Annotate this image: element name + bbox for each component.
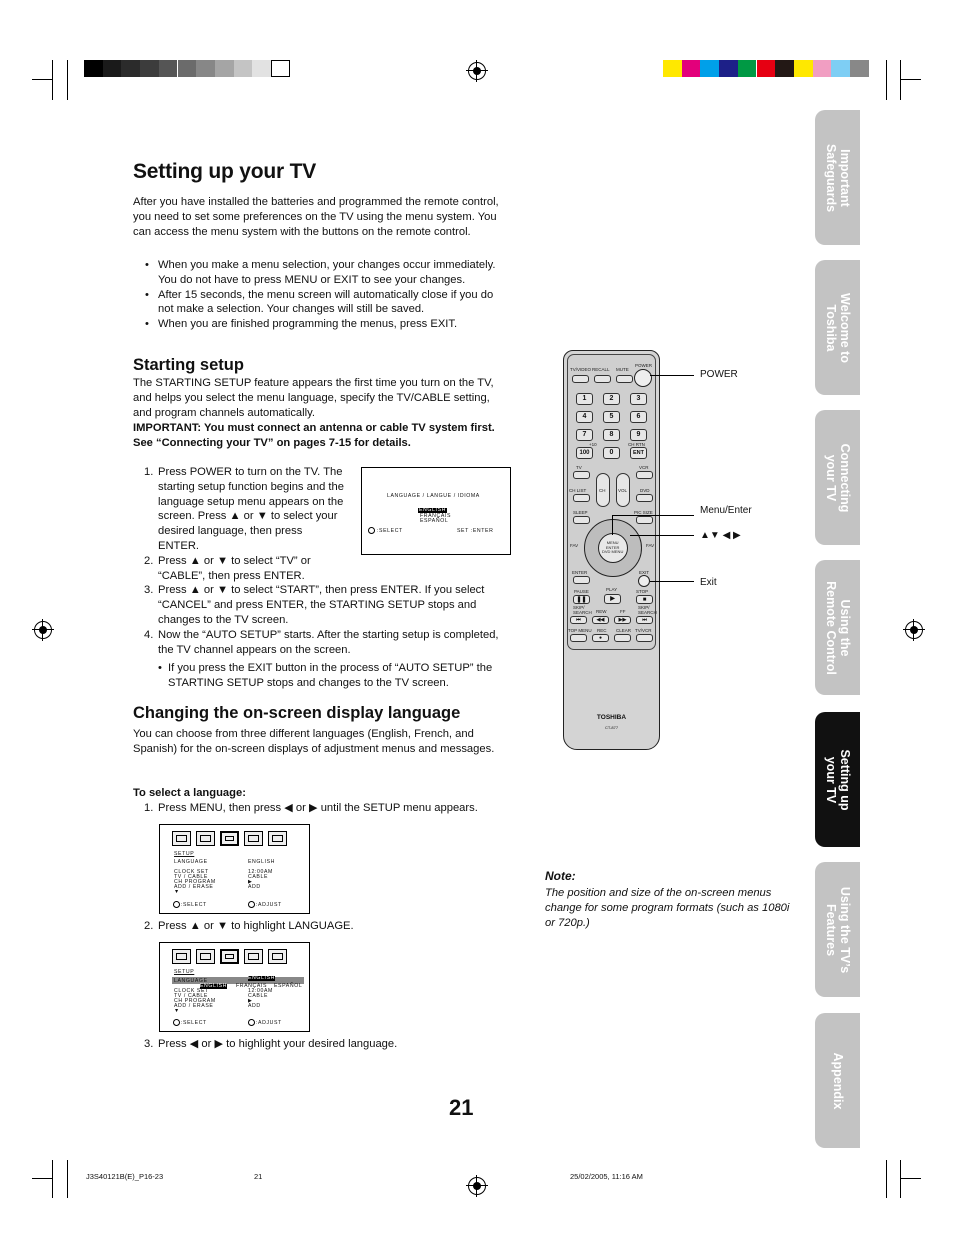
- color-swatch: [252, 60, 271, 77]
- digit-3-button[interactable]: 3: [630, 393, 647, 405]
- setup-row-label: ADD / ERASE: [174, 1003, 214, 1009]
- color-swatch: [159, 60, 178, 77]
- digit-5-button[interactable]: 5: [603, 411, 620, 423]
- rec-button[interactable]: ●: [592, 634, 609, 642]
- side-tab-appendix[interactable]: [815, 1013, 860, 1148]
- crop-mark: [67, 60, 68, 100]
- tv-button[interactable]: [573, 471, 590, 479]
- label-top-menu: TOP MENU: [568, 628, 592, 633]
- side-tab-welcome[interactable]: [815, 260, 860, 395]
- more-arrow: ▼: [174, 1008, 180, 1014]
- label-tv: TV: [576, 465, 582, 470]
- label-skip-search: SKIP/ SEARCH: [573, 605, 592, 615]
- stop-button[interactable]: ■: [636, 595, 653, 604]
- sleep-button[interactable]: [573, 516, 590, 524]
- step-4-sub-bullet: • If you press the EXIT button in the process of “AUTO SETUP” the STARTING SETUP stops and changes to the TV screen.: [158, 662, 493, 689]
- callout-line: [650, 581, 694, 582]
- crop-mark: [900, 60, 901, 100]
- language-option: FRANÇAIS: [420, 513, 452, 519]
- step-2: 2. Press ▲ or ▼ to select “TV” or “CABLE”, then press ENTER.: [144, 555, 311, 582]
- registration-mark: [905, 621, 923, 639]
- side-tab-features[interactable]: [815, 862, 860, 997]
- setup-row-value: CABLE: [248, 993, 269, 999]
- ch-list-button[interactable]: [573, 494, 590, 502]
- play-button[interactable]: ▶: [604, 594, 621, 604]
- crop-mark: [32, 1178, 52, 1179]
- locks-menu-icon: [244, 949, 263, 964]
- label-vcr: VCR: [639, 465, 649, 470]
- crop-mark: [32, 79, 52, 80]
- pause-button[interactable]: ❚❚: [573, 595, 590, 604]
- footer-date: 25/02/2005, 11:16 AM: [570, 1172, 643, 1181]
- audio-menu-icon: [196, 949, 215, 964]
- exit-button[interactable]: [638, 575, 650, 587]
- tv-video-button[interactable]: [572, 375, 589, 383]
- crop-mark: [886, 60, 887, 100]
- language-option: ESPAÑOL: [420, 518, 449, 524]
- select-hint: :SELECT: [181, 902, 207, 908]
- tv-vcr-button[interactable]: [636, 634, 653, 642]
- side-tab-connecting[interactable]: [815, 410, 860, 545]
- language-option-selected: ENGLISH: [200, 983, 227, 989]
- label-enter: ENTER: [572, 570, 588, 575]
- note-heading: Note:: [545, 869, 576, 883]
- more-arrow: ▼: [174, 889, 180, 895]
- language-option: FRANÇAIS: [236, 983, 268, 989]
- tab-label: Connecting your TV: [823, 443, 852, 512]
- digit-100-button[interactable]: 100: [576, 447, 593, 459]
- callout-exit: Exit: [700, 577, 717, 588]
- list-item: • After 15 seconds, the menu screen will automatically close if you do not make a selection. Your changes will still be saved.: [145, 288, 494, 316]
- label-vol: VOL: [618, 488, 628, 493]
- color-swatch: [794, 60, 813, 77]
- setup-row-label: TV / CABLE: [174, 874, 208, 880]
- label-tv-video: TV/VIDEO: [570, 367, 592, 372]
- label-stop: STOP: [636, 589, 649, 594]
- color-swatch: [196, 60, 215, 77]
- digit-6-button[interactable]: 6: [630, 411, 647, 423]
- label-tv-vcr: TV/VCR: [635, 628, 652, 633]
- crop-mark: [67, 1160, 68, 1198]
- label-power: POWER: [635, 363, 653, 368]
- language-menu-screen: [361, 467, 511, 555]
- dpad-icon: [368, 527, 375, 534]
- footer-page: 21: [254, 1172, 263, 1181]
- label-ch: CH: [599, 488, 606, 493]
- language-menu-title: LANGUAGE / LANGUE / IDIOMA: [387, 493, 480, 499]
- skip-forward-button[interactable]: ⏭: [636, 616, 653, 624]
- note-text: The position and size of the on-screen menus change for some program formats (such as 1080i or 720p.): [545, 887, 790, 929]
- subheading: To select a language:: [133, 787, 246, 799]
- callout-line: [612, 515, 613, 535]
- step-4: 4. Now the “AUTO SETUP” starts. After the starting setup is completed, the TV channel appears on the screen.: [144, 629, 499, 656]
- color-swatch: [850, 60, 869, 77]
- callout-line: [630, 535, 694, 536]
- language-option-selected: ENGLISH: [419, 507, 446, 513]
- dpad-icon: [248, 901, 255, 908]
- setup-row-label: ADD / ERASE: [174, 884, 214, 890]
- top-menu-button[interactable]: [570, 634, 587, 642]
- callout-line: [650, 375, 694, 376]
- label-play: PLAY: [606, 587, 618, 592]
- crop-mark: [52, 60, 53, 100]
- color-swatch: [775, 60, 794, 77]
- color-swatch: [700, 60, 719, 77]
- step-3: 3. Press ▲ or ▼ to select “START”, then press ENTER. If you select “CANCEL” and press ENTER, the STARTING SETUP stops and changes to the TV screen.: [144, 584, 485, 626]
- tab-label: Using the Remote Control: [823, 580, 852, 675]
- tab-label: Using the TV’s Features: [823, 886, 852, 973]
- label-fav-right: FAV: [646, 543, 655, 548]
- setup-row-value-highlighted: ENGLISH: [248, 975, 275, 981]
- tab-label: Important Safeguards: [823, 143, 852, 212]
- select-hint: :SELECT: [377, 528, 403, 534]
- setup-row-label: CH PROGRAM: [174, 998, 216, 1004]
- setup-title: SETUP: [174, 851, 195, 857]
- setup-menu-screen: [159, 824, 310, 914]
- recall-button[interactable]: [594, 375, 611, 383]
- color-swatch: [271, 60, 290, 77]
- vcr-button[interactable]: [636, 471, 653, 479]
- label-pic-size: PIC SIZE: [634, 510, 653, 515]
- enter-hint: SET :ENTER: [457, 528, 494, 534]
- select-hint: :SELECT: [181, 1020, 207, 1026]
- color-swatch: [84, 60, 103, 77]
- label-recall: RECALL: [592, 367, 610, 372]
- label-menu-enter: MENU ENTER DVD MENU: [602, 540, 624, 554]
- callout-arrows: ▲▼ ◀ ▶: [700, 530, 741, 541]
- lang-step-3: 3. Press ◀ or ▶ to highlight your desired language.: [144, 1038, 398, 1050]
- label-skip-search: SKIP/ SEARCH: [638, 605, 657, 615]
- clear-button[interactable]: [614, 634, 631, 642]
- color-swatch: [103, 60, 122, 77]
- setup-row-value: ▶: [248, 998, 253, 1004]
- adjust-hint: :ADJUST: [256, 1020, 282, 1026]
- callout-power: POWER: [700, 369, 738, 380]
- digit-0-button[interactable]: 0: [603, 447, 620, 459]
- color-swatch: [738, 60, 757, 77]
- change-language-text: You can choose from three different languages (English, French, and Spanish) for the on-screen displays of adjustment menus and messages.: [133, 728, 495, 755]
- section-heading-starting-setup: Starting setup: [133, 356, 244, 374]
- audio-menu-icon: [196, 831, 215, 846]
- skip-back-button[interactable]: ⏮: [570, 616, 587, 624]
- ff-button[interactable]: ▶▶: [614, 616, 631, 624]
- mute-button[interactable]: [616, 375, 633, 383]
- color-swatch: [121, 60, 140, 77]
- color-swatch: [757, 60, 776, 77]
- label-clear: CLEAR: [616, 628, 632, 633]
- list-item: • When you make a menu selection, your changes occur immediately. You do not have to press MENU or EXIT to see your changes.: [145, 259, 496, 286]
- lang-step-2: 2. Press ▲ or ▼ to highlight LANGUAGE.: [144, 920, 354, 932]
- digit-7-button[interactable]: 7: [576, 429, 593, 441]
- setup-row-value: 12:00AM: [248, 869, 273, 875]
- setup-title: SETUP: [174, 969, 195, 975]
- color-swatch: [719, 60, 738, 77]
- model-number: CT-877: [604, 725, 619, 730]
- crop-mark: [52, 1160, 53, 1198]
- digit-2-button[interactable]: 2: [603, 393, 620, 405]
- setup-row-label: CLOCK SET: [174, 988, 209, 994]
- digit-9-button[interactable]: 9: [630, 429, 647, 441]
- label-mute: MUTE: [616, 367, 629, 372]
- locks-menu-icon: [244, 831, 263, 846]
- label-sleep: SLEEP: [573, 510, 588, 515]
- options-menu-icon: [268, 949, 287, 964]
- power-button[interactable]: [634, 369, 652, 387]
- picture-menu-icon: [172, 831, 191, 846]
- setup-row-label: CLOCK SET: [174, 869, 209, 875]
- label-rew: REW: [596, 609, 607, 614]
- color-swatch: [663, 60, 682, 77]
- side-tab-remote-control[interactable]: [815, 560, 860, 695]
- brand-logo: TOSHIBA: [596, 714, 627, 721]
- dpad-icon: [173, 1019, 180, 1026]
- setup-menu-icon: [220, 831, 239, 846]
- adjust-hint: :ADJUST: [256, 902, 282, 908]
- important-notice: IMPORTANT: You must connect an antenna or cable TV system first. See “Connecting your TV” on pages 7-15 for details.: [133, 422, 495, 449]
- color-swatch: [215, 60, 234, 77]
- setup-row-value: ▶: [248, 879, 253, 885]
- section-heading-change-language: Changing the on-screen display language: [133, 704, 461, 722]
- enter-button[interactable]: [573, 576, 590, 584]
- tab-label: Welcome to Toshiba: [823, 292, 852, 363]
- pic-size-button[interactable]: [636, 516, 653, 524]
- setup-row-label: TV / CABLE: [174, 993, 208, 999]
- setup-row-value: CABLE: [248, 874, 269, 880]
- crop-mark: [901, 1178, 921, 1179]
- crop-mark: [886, 1160, 887, 1198]
- dpad-icon: [248, 1019, 255, 1026]
- tab-label: Appendix: [830, 1052, 845, 1109]
- picture-menu-icon: [172, 949, 191, 964]
- dpad-icon: [173, 901, 180, 908]
- intro-bullet-list: [145, 258, 511, 332]
- remote-control: [563, 350, 660, 750]
- label-pause: PAUSE: [574, 589, 589, 594]
- side-tab-setting-up[interactable]: [815, 712, 860, 847]
- setup-row-value: 12:00AM: [248, 988, 273, 994]
- lang-step-1: 1. Press MENU, then press ◀ or ▶ until the SETUP menu appears.: [144, 802, 478, 814]
- page-number: 21: [449, 1095, 474, 1120]
- setup-row-label-highlighted: LANGUAGE: [174, 978, 208, 984]
- label-fav-left: FAV: [570, 543, 579, 548]
- registration-mark: [468, 1177, 486, 1195]
- label-ch-rtn: CH RTN: [628, 442, 645, 447]
- label-ff: FF: [620, 609, 626, 614]
- label-plus10: +10: [589, 442, 597, 447]
- rew-button[interactable]: ◀◀: [592, 616, 609, 624]
- setup-row-label: CH PROGRAM: [174, 879, 216, 885]
- setup-menu-screen-highlighted: [159, 942, 310, 1032]
- list-item: • When you are finished programming the menus, press EXIT.: [145, 318, 458, 331]
- starting-setup-text: The STARTING SETUP feature appears the first time you turn on the TV, and helps you select the menu language, specify the TV/CABLE setting, and program channels automatically.: [133, 377, 494, 419]
- registration-mark: [468, 62, 486, 80]
- digit-8-button[interactable]: 8: [603, 429, 620, 441]
- digit-4-button[interactable]: 4: [576, 411, 593, 423]
- color-swatch: [813, 60, 832, 77]
- setup-row-value: ENGLISH: [248, 859, 275, 865]
- intro-paragraph: After you have installed the batteries and programmed the remote control, you need to set some preferences on the TV using the menu system. You can access the menu system with the buttons on the remote control.: [133, 196, 499, 238]
- color-swatch: [140, 60, 159, 77]
- dvd-button[interactable]: [636, 494, 653, 502]
- label-rec: REC: [597, 628, 607, 633]
- setup-row-value: ADD: [248, 884, 261, 890]
- ent-button[interactable]: ENT: [630, 447, 647, 459]
- label-ch-list: CH LIST: [569, 488, 587, 493]
- callout-line: [612, 515, 694, 516]
- label-dvd: DVD: [640, 488, 650, 493]
- side-tab-important-safeguards[interactable]: [815, 110, 860, 245]
- footer-file-name: J3S40121B(E)_P16-23: [86, 1172, 164, 1181]
- setup-menu-icon: [220, 949, 239, 964]
- callout-menu-enter: Menu/Enter: [700, 505, 752, 516]
- page-title: Setting up your TV: [133, 160, 317, 183]
- color-swatch: [682, 60, 701, 77]
- tab-label: Setting up your TV: [823, 748, 852, 811]
- setup-row-value: ADD: [248, 1003, 261, 1009]
- color-swatch: [234, 60, 253, 77]
- crop-mark: [901, 79, 921, 80]
- setup-row-label: LANGUAGE: [174, 859, 208, 865]
- registration-mark: [34, 621, 52, 639]
- color-swatch: [831, 60, 850, 77]
- language-option: ESPAÑOL: [274, 983, 303, 989]
- label-exit: EXIT: [639, 570, 650, 575]
- color-swatch: [178, 60, 197, 77]
- digit-1-button[interactable]: 1: [576, 393, 593, 405]
- crop-mark: [900, 1160, 901, 1198]
- options-menu-icon: [268, 831, 287, 846]
- step-1: 1. Press POWER to turn on the TV. The starting setup function begins and the language setup menu appears on the screen. Press ▲ or ▼ to select your desired language, then press ENTER.: [144, 466, 344, 552]
